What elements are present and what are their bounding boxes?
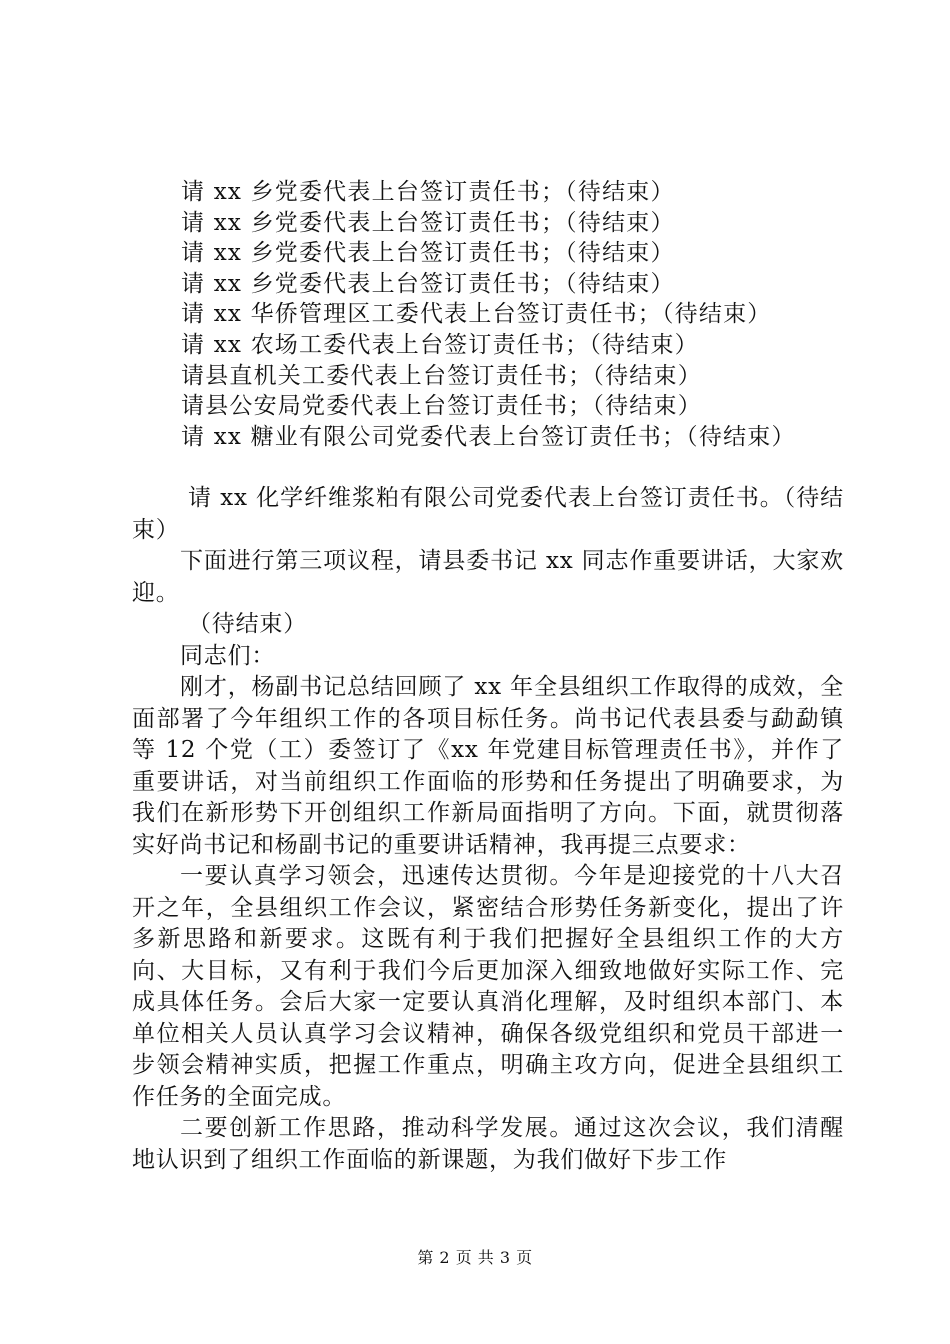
list-item: 请 xx 农场工委代表上台签订责任书；（待结束） (181, 331, 699, 358)
paragraph: 二要创新工作思路，推动科学发展。通过这次会议，我们清醒地认识到了组织工作面临的新课题，为我们做好下步工作 (132, 1115, 844, 1173)
paragraph: 一要认真学习领会，迅速传达贯彻。今年是迎接党的十八大召开之年，全县组织工作会议，紧密结合形势任务新变化，提出了许多新思路和新要求。这既有利于我们把握好全县组织工作的大方向、大目标，又有利于我们今后更加深入细致地做好实际工作、完成具体任务。会后大家一定要认真消化理解，及时组织本部门、本单位相关人员认真学习会议精神，确保各级党组织和党员干部进一步领会精神实质，把握工作重点，明确主攻方向，促进全县组织工作任务的全面完成。 (132, 863, 844, 1110)
paragraph: （待结束） (188, 611, 307, 637)
list-item: 请县公安局党委代表上台签订责任书；（待结束） (181, 393, 702, 420)
paragraph: 请 xx 化学纤维浆粕有限公司党委代表上台签订责任书。（待结束） (132, 485, 844, 543)
list-item: 请 xx 糖业有限公司党委代表上台签订责任书；（待结束） (181, 423, 796, 450)
body-text (132, 483, 844, 1176)
list-item: 请 xx 乡党委代表上台签订责任书；（待结束） (181, 179, 675, 205)
page-footer: 第 2 页 共 3 页 (417, 1248, 533, 1267)
paragraph: 同志们： (180, 642, 276, 669)
paragraph: 下面进行第三项议程，请县委书记 xx 同志作重要讲话，大家欢迎。 (132, 548, 844, 606)
list-item: 请 xx 华侨管理区工委代表上台签订责任书；（待结束） (181, 301, 772, 328)
signing-list (181, 177, 796, 452)
list-item: 请 xx 乡党委代表上台签订责任书；（待结束） (181, 270, 675, 297)
list-item: 请县直机关工委代表上台签订责任书；（待结束） (181, 362, 702, 389)
list-item: 请 xx 乡党委代表上台签订责任书；（待结束） (181, 240, 675, 267)
paragraph: 刚才，杨副书记总结回顾了 xx 年全县组织工作取得的成效，全面部署了今年组织工作的各项目标任务。尚书记代表县委与勐勐镇等 12 个党（工）委签订了《xx 年党建目标管理责任书》，并作了重要讲话，对当前组织工作面临的形势和任务提出了明确要求，为我们在新形势下开创组织工作新局面指明了方向。下面，就贯彻落实好尚书记和杨副书记的重要讲话精神，我再提三点要求： (132, 674, 844, 858)
list-item: 请 xx 乡党委代表上台签订责任书；（待结束） (181, 209, 675, 236)
